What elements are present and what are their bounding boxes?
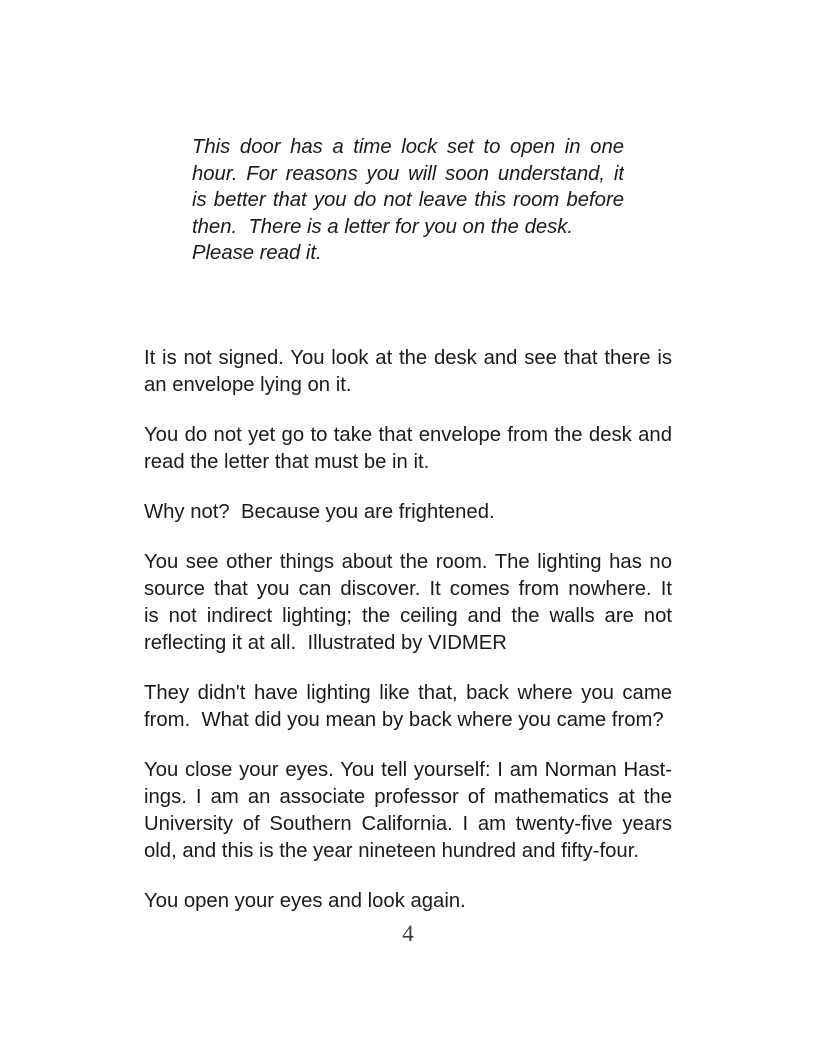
paragraph	[144, 422, 672, 476]
text-line: is better that you do not leave this room before	[192, 189, 624, 211]
text-line: This door has a time lock set to open in one	[192, 136, 624, 158]
text-line: is not indirect lighting; the ceiling and the walls are not	[144, 605, 672, 627]
paragraph	[144, 888, 672, 915]
paragraph	[144, 549, 672, 657]
text-line: You close your eyes. You tell yourself: I am Norman Hast-	[144, 759, 672, 781]
paragraph	[144, 680, 672, 734]
text-line: ings. I am an associate professor of mathematics at the	[144, 786, 672, 808]
text-line: old, and this is the year nineteen hundred and fifty-four.	[144, 840, 639, 862]
paragraph	[192, 240, 624, 267]
text-line: You do not yet go to take that envelope from the desk and	[144, 424, 672, 446]
paragraph	[192, 134, 624, 240]
text-line: an envelope lying on it.	[144, 374, 352, 396]
text-line: You see other things about the room. The lighting has no	[144, 551, 672, 573]
text-line: They didn't have lighting like that, back where you came	[144, 682, 672, 704]
body-text	[144, 345, 672, 915]
paragraph	[144, 345, 672, 399]
text-line: then. There is a letter for you on the desk.	[192, 215, 574, 238]
block-quote	[192, 134, 624, 267]
text-line: Why not? Because you are frightened.	[144, 501, 495, 523]
text-line: University of Southern California. I am twenty-five years	[144, 813, 672, 835]
text-line: hour. For reasons you will soon understand, it	[192, 162, 624, 185]
text-line: You open your eyes and look again.	[144, 890, 466, 912]
text-line: read the letter that must be in it.	[144, 451, 430, 473]
text-line: source that you can discover. It comes from nowhere. It	[144, 578, 672, 600]
paragraph	[144, 499, 672, 526]
paragraph	[144, 757, 672, 865]
text-line: from. What did you mean by back where you came from?	[144, 709, 664, 731]
text-line: Please read it.	[192, 242, 322, 264]
page-number: 4	[402, 921, 414, 946]
text-line: reflecting it at all. Illustrated by VIDMER	[144, 632, 507, 654]
text-line: It is not signed. You look at the desk and see that there is	[144, 347, 672, 369]
